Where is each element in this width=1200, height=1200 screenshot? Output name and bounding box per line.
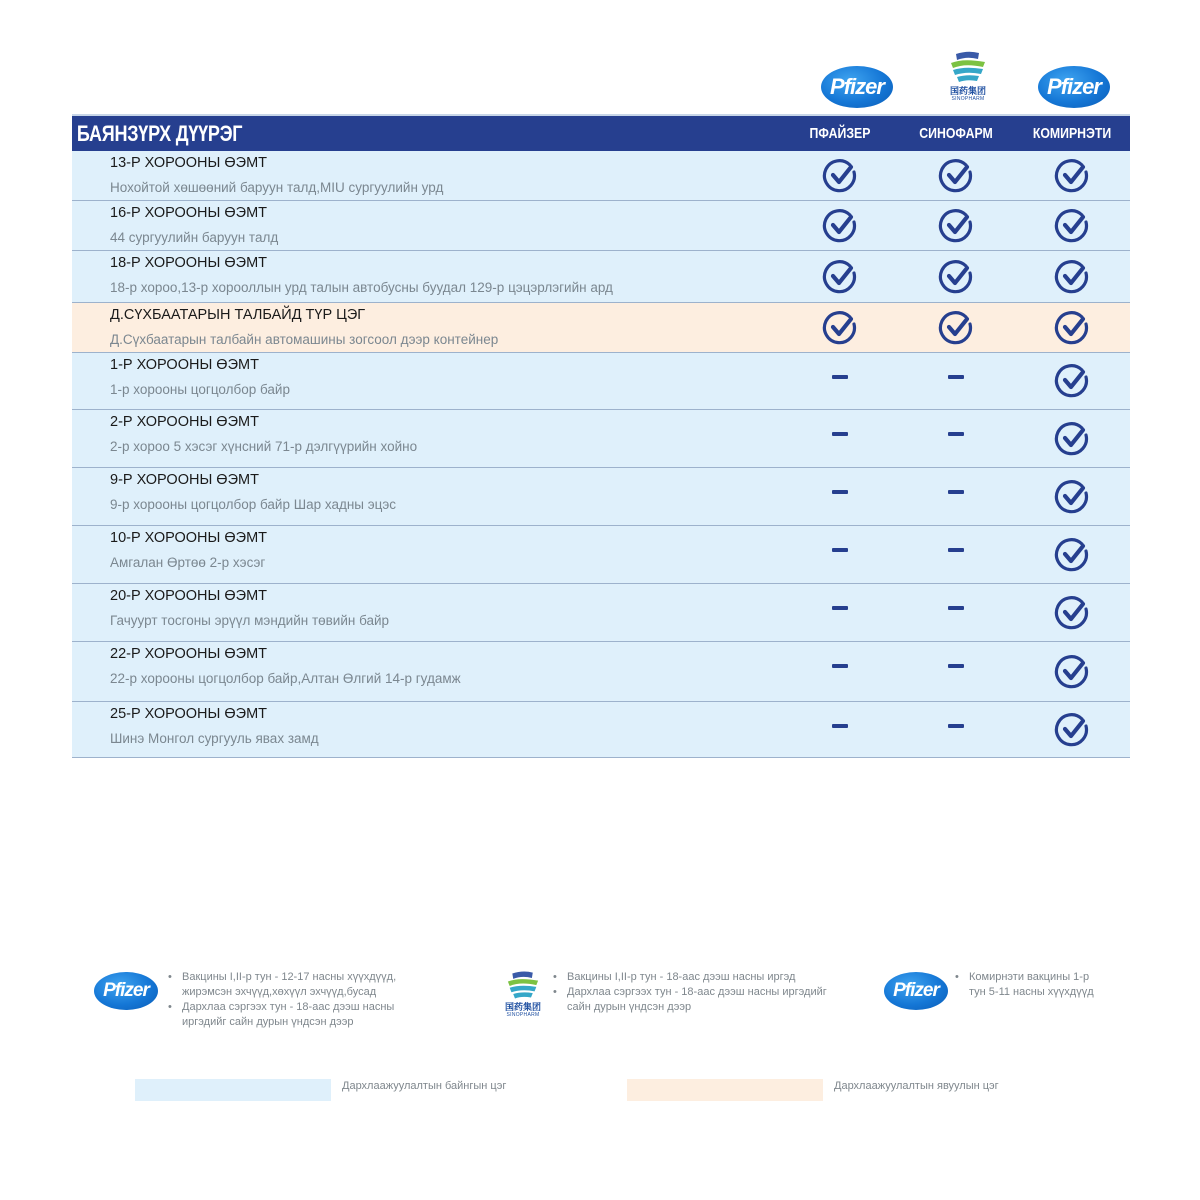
site-name: 25-Р ХОРООНЫ ӨЭМТ xyxy=(110,706,268,722)
availability-sinopharm xyxy=(898,410,1014,467)
sinopharm-en-text: SINOPHARM xyxy=(951,96,985,102)
availability-comirnaty xyxy=(1014,468,1130,525)
site-address: Амгалан Өртөө 2-р хэсэг xyxy=(110,555,266,570)
table-row xyxy=(72,251,1130,303)
sinopharm-note-item: • Вакцины I,II-р тун - 18-аас дээш насны иргэд xyxy=(553,970,833,985)
check-circle-icon xyxy=(1054,208,1090,244)
table-row xyxy=(72,468,1130,526)
availability-pfizer xyxy=(782,201,898,250)
site-info xyxy=(72,584,782,641)
dash-icon xyxy=(832,548,848,552)
pfizer-note-item: • Дархлаа сэргээх тун - 18-аас дээш насны иргэдийг сайн дурын үндсэн дээр xyxy=(168,1000,428,1030)
site-name: 2-Р ХОРООНЫ ӨЭМТ xyxy=(110,414,259,430)
site-address: 22-р хорооны цогцолбор байр,Алтан Өлгий 14-р гудамж xyxy=(110,671,461,686)
check-circle-icon xyxy=(1054,259,1090,295)
sinopharm-logo xyxy=(943,50,993,108)
site-name: 9-Р ХОРООНЫ ӨЭМТ xyxy=(110,472,259,488)
table-row xyxy=(72,584,1130,642)
check-circle-icon xyxy=(1054,595,1090,631)
site-address: 44 сургуулийн баруун талд xyxy=(110,230,279,245)
availability-comirnaty xyxy=(1014,353,1130,409)
availability-comirnaty xyxy=(1014,526,1130,583)
availability-comirnaty xyxy=(1014,642,1130,701)
site-name: 16-Р ХОРООНЫ ӨЭМТ xyxy=(110,205,268,221)
site-name: 22-Р ХОРООНЫ ӨЭМТ xyxy=(110,646,268,662)
availability-pfizer xyxy=(782,303,898,352)
availability-sinopharm xyxy=(898,526,1014,583)
check-circle-icon xyxy=(822,158,858,194)
availability-sinopharm xyxy=(898,468,1014,525)
availability-pfizer xyxy=(782,584,898,641)
site-name: 10-Р ХОРООНЫ ӨЭМТ xyxy=(110,530,268,546)
availability-pfizer xyxy=(782,410,898,467)
availability-sinopharm xyxy=(898,642,1014,701)
availability-comirnaty xyxy=(1014,303,1130,352)
comirnaty-note-item: • Комирнэти вакцины 1-р тун 5-11 насны хүүхдүүд xyxy=(955,970,1095,1000)
availability-comirnaty xyxy=(1014,151,1130,200)
site-info xyxy=(72,303,782,352)
availability-sinopharm xyxy=(898,702,1014,757)
table-body xyxy=(72,151,1130,758)
site-name: Д.СҮХБААТАРЫН ТАЛБАЙД ТҮР ЦЭГ xyxy=(110,307,366,323)
column-sinopharm: СИНОФАРМ xyxy=(919,125,993,142)
sinopharm-emblem-icon xyxy=(500,970,546,1002)
sinopharm-cn-text: 国药集团 xyxy=(949,86,986,96)
availability-sinopharm xyxy=(898,353,1014,409)
dash-icon xyxy=(948,432,964,436)
site-address: 9-р хорооны цогцолбор байр Шар хадны эцэс xyxy=(110,497,397,512)
check-circle-icon xyxy=(938,310,974,346)
availability-pfizer xyxy=(782,642,898,701)
site-info xyxy=(72,526,782,583)
availability-comirnaty xyxy=(1014,584,1130,641)
availability-comirnaty xyxy=(1014,201,1130,250)
availability-sinopharm xyxy=(898,303,1014,352)
site-address: 1-р хорооны цогцолбор байр xyxy=(110,382,290,397)
check-circle-icon xyxy=(1054,654,1090,690)
site-info xyxy=(72,410,782,467)
dash-icon xyxy=(832,375,848,379)
fixed-site-label: Дархлаажуулалтын байнгын цэг xyxy=(342,1080,507,1092)
site-address: Нохойтой хөшөөний баруун талд,MIU сургуулийн урд xyxy=(110,180,444,195)
check-circle-icon xyxy=(1054,479,1090,515)
check-circle-icon xyxy=(1054,158,1090,194)
comirnaty-pfizer-logo: Pfizer xyxy=(1038,66,1110,108)
check-circle-icon xyxy=(1054,712,1090,748)
dash-icon xyxy=(948,664,964,668)
dash-icon xyxy=(948,606,964,610)
table-row xyxy=(72,353,1130,410)
dash-icon xyxy=(832,664,848,668)
dash-icon xyxy=(948,548,964,552)
fixed-site-swatch xyxy=(135,1079,331,1101)
site-address: 18-р хороо,13-р хорооллын урд талын автобусны буудал 129-р цэцэрлэгийн ард xyxy=(110,280,613,295)
site-name: 13-Р ХОРООНЫ ӨЭМТ xyxy=(110,155,268,171)
site-address: Гачуурт тосгоны эрүүл мэндийн төвийн байр xyxy=(110,613,390,628)
availability-sinopharm xyxy=(898,584,1014,641)
site-name: 18-Р ХОРООНЫ ӨЭМТ xyxy=(110,255,268,271)
availability-comirnaty xyxy=(1014,251,1130,302)
table-row xyxy=(72,201,1130,251)
site-info xyxy=(72,251,782,302)
column-comirnaty: КОМИРНЭТИ xyxy=(1032,125,1112,142)
availability-pfizer xyxy=(782,151,898,200)
dash-icon xyxy=(948,724,964,728)
table-row xyxy=(72,642,1130,702)
check-circle-icon xyxy=(1054,363,1090,399)
availability-pfizer xyxy=(782,468,898,525)
check-circle-icon xyxy=(938,259,974,295)
dash-icon xyxy=(948,490,964,494)
site-info xyxy=(72,201,782,250)
dash-icon xyxy=(832,606,848,610)
availability-comirnaty xyxy=(1014,410,1130,467)
availability-comirnaty xyxy=(1014,702,1130,757)
table-header xyxy=(72,114,1130,151)
table-row xyxy=(72,410,1130,468)
table-row xyxy=(72,526,1130,584)
comirnaty-note xyxy=(955,970,1095,1000)
site-info xyxy=(72,702,782,757)
table-row xyxy=(72,702,1130,758)
dash-icon xyxy=(832,490,848,494)
dash-icon xyxy=(948,375,964,379)
availability-pfizer xyxy=(782,353,898,409)
sinopharm-emblem-icon xyxy=(943,50,993,86)
mobile-site-swatch xyxy=(627,1079,823,1101)
pfizer-note-logo: Pfizer xyxy=(94,972,158,1010)
availability-sinopharm xyxy=(898,151,1014,200)
site-info xyxy=(72,353,782,409)
district-title: БАЯНЗҮРХ ДҮҮРЭГ xyxy=(76,120,243,146)
sinopharm-en-text: SINOPHARM xyxy=(506,1012,540,1018)
pfizer-note-item: • Вакцины I,II-р тун - 12-17 насны хүүхдүүд, жирэмсэн эхчүүд,хөхүүл эхчүүд,бусад xyxy=(168,970,428,1000)
comirnaty-note-logo: Pfizer xyxy=(884,972,948,1010)
site-info xyxy=(72,468,782,525)
column-pfizer: ПФАЙЗЕР xyxy=(809,125,871,142)
site-address: 2-р хороо 5 хэсэг хүнсний 71-р дэлгүүрийн хойно xyxy=(110,439,418,454)
availability-pfizer xyxy=(782,702,898,757)
check-circle-icon xyxy=(1054,421,1090,457)
site-name: 20-Р ХОРООНЫ ӨЭМТ xyxy=(110,588,268,604)
vaccination-sites-table xyxy=(72,114,1130,758)
sinopharm-note-logo xyxy=(500,970,546,1028)
dash-icon xyxy=(832,724,848,728)
sinopharm-cn-text: 国药集团 xyxy=(504,1002,541,1012)
site-info xyxy=(72,151,782,200)
pfizer-note xyxy=(168,970,428,1030)
pfizer-logo: Pfizer xyxy=(821,66,893,108)
availability-pfizer xyxy=(782,526,898,583)
site-name: 1-Р ХОРООНЫ ӨЭМТ xyxy=(110,357,259,373)
check-circle-icon xyxy=(822,259,858,295)
availability-sinopharm xyxy=(898,201,1014,250)
site-info xyxy=(72,642,782,701)
table-row xyxy=(72,303,1130,353)
check-circle-icon xyxy=(1054,310,1090,346)
check-circle-icon xyxy=(938,208,974,244)
availability-sinopharm xyxy=(898,251,1014,302)
sinopharm-note xyxy=(553,970,833,1015)
mobile-site-label: Дархлаажуулалтын явуулын цэг xyxy=(834,1080,999,1092)
dash-icon xyxy=(832,432,848,436)
sinopharm-note-item: • Дархлаа сэргээх тун - 18-аас дээш насны иргэдийг сайн дурын үндсэн дээр xyxy=(553,985,833,1015)
availability-pfizer xyxy=(782,251,898,302)
check-circle-icon xyxy=(822,208,858,244)
check-circle-icon xyxy=(938,158,974,194)
site-address: Шинэ Монгол сургууль явах замд xyxy=(110,731,319,746)
check-circle-icon xyxy=(822,310,858,346)
check-circle-icon xyxy=(1054,537,1090,573)
table-row xyxy=(72,151,1130,201)
site-address: Д.Сүхбаатарын талбайн автомашины зогсоол дээр контейнер xyxy=(110,332,499,347)
